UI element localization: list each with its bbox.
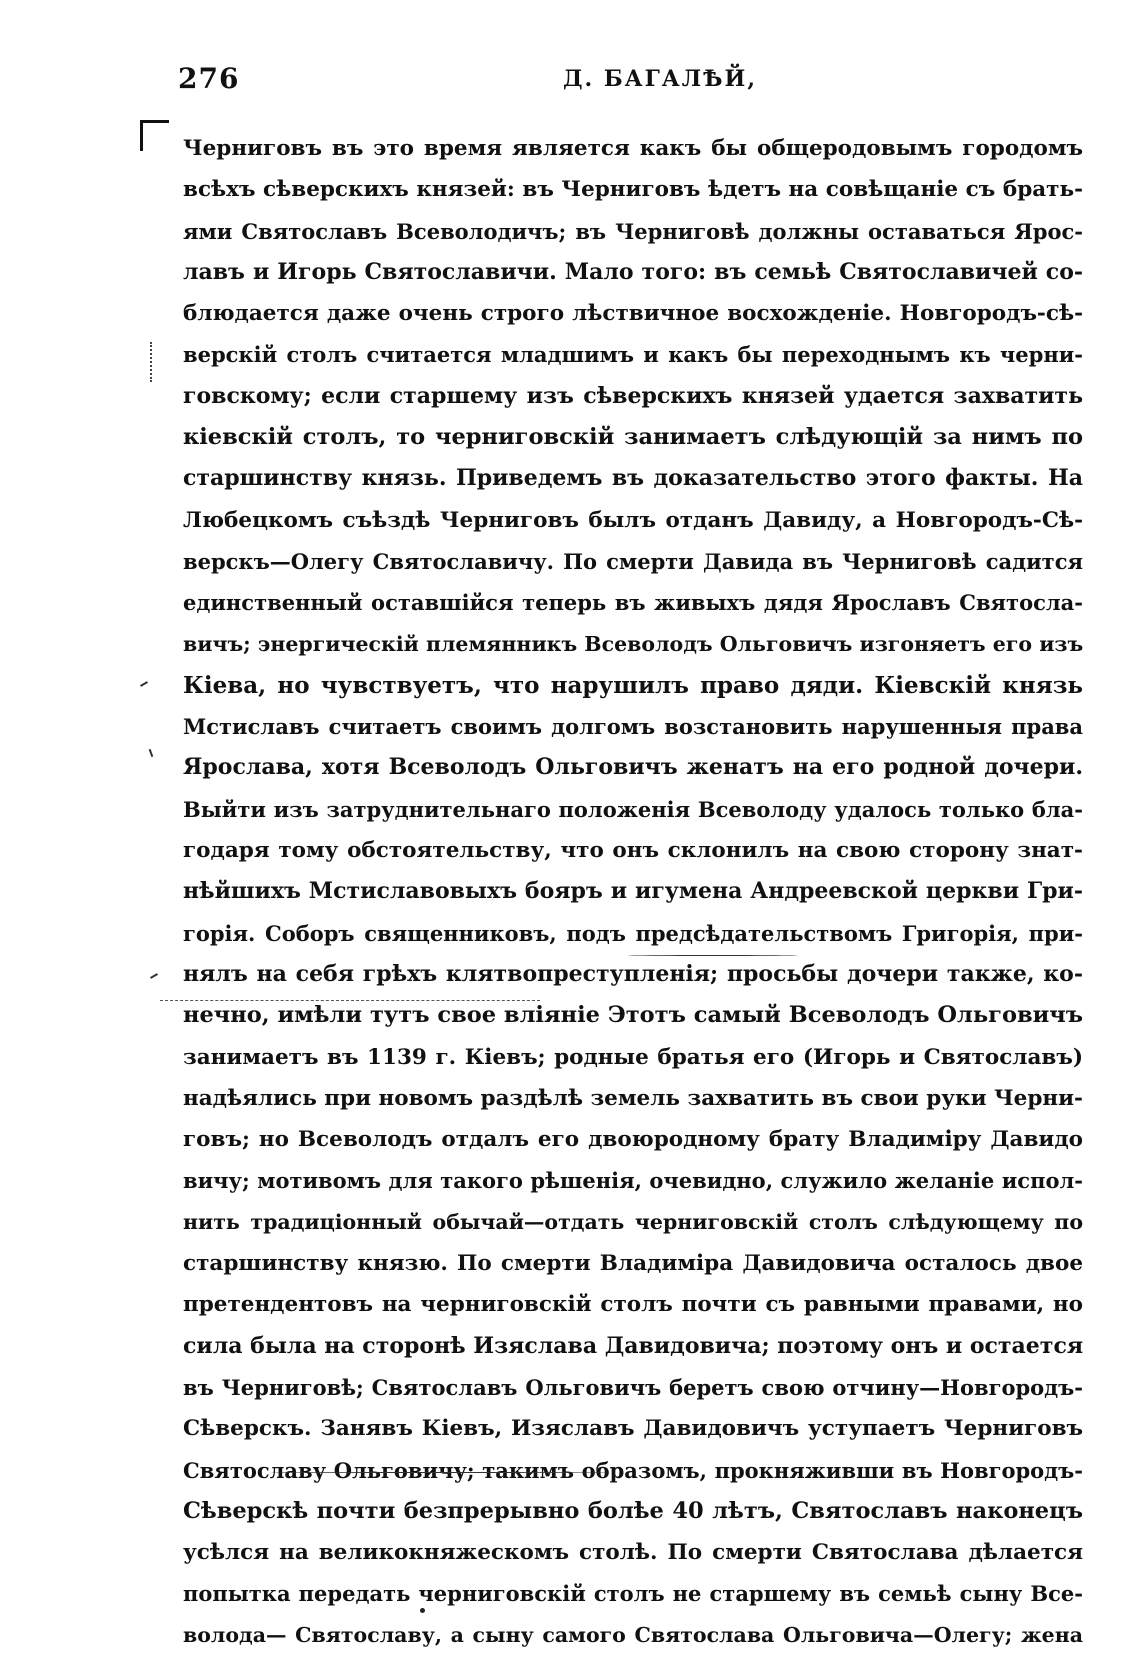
text-line: горія. Соборъ священниковъ, подъ предсѣдательствомъ Григорія, при- [183,920,1083,946]
text-line: нечно, имѣли тутъ свое вліяніе Этотъ самый Всеволодъ Ольговичъ [183,1002,1083,1029]
text-line: говскому; если старшему изъ сѣверскихъ князей удается захватить [183,382,1083,409]
running-head: Д. БАГАЛѢЙ, [563,66,757,92]
pencil-underline [628,955,798,956]
text-line: годаря тому обстоятельству, что онъ склонилъ на свою сторону знат- [183,838,1083,864]
pencil-margin-dots [150,342,154,382]
text-line: Кіева, но чувствуетъ, что нарушилъ право дяди. Кіевскій князь [183,671,1083,699]
pencil-underline [270,1472,610,1473]
text-line: верскій столъ считается младшимъ и какъ бы переходнымъ къ черни- [183,342,1083,368]
text-line: волода— Святославу, а сыну самого Святослава Ольговича—Олегу; жена [183,1622,1083,1647]
text-line: Черниговъ въ это время является какъ бы общеродовымъ городомъ [183,136,1083,161]
text-line: старшинству князю. По смерти Владиміра Давидовича осталось двое [183,1251,1083,1277]
text-line: говъ; но Всеволодъ отдалъ его двоюродному брату Владиміру Давидо [183,1127,1083,1153]
text-line: верскъ—Олегу Святославичу. По смерти Давида въ Черниговѣ садится [183,548,1083,574]
body-text [183,128,1083,1656]
page-header [178,62,1088,102]
page-number: 276 [178,62,240,95]
text-line: занимаетъ въ 1139 г. Кіевъ; родные братья его (Игорь и Святославъ) [183,1044,1083,1070]
text-line: Сѣверскъ. Занявъ Кіевъ, Изяславъ Давидовичъ уступаетъ Черниговъ [183,1416,1083,1442]
pencil-underline [160,1000,540,1001]
text-line: вичу; мотивомъ для такого рѣшенія, очевидно, служило желаніе испол- [183,1168,1083,1194]
pencil-margin-tick [150,973,158,979]
text-line: единственный оставшійся теперь въ живыхъ дядя Ярославъ Святосла- [183,590,1083,616]
text-line: сила была на сторонѣ Изяслава Давидовича; поэтому онъ и остается [183,1332,1083,1359]
text-line: Святославу Ольговичу; такимъ образомъ, прокняживши въ Новгородъ- [183,1457,1083,1483]
text-line: нѣйшихъ Мстиславовыхъ бояръ и игумена Андреевской церкви Гри- [183,878,1083,905]
text-line: блюдается даже очень строго лѣствичное восхожденіе. Новгородъ-сѣ- [183,301,1083,327]
text-line: претендентовъ на черниговскій столъ почти съ равными правами, но [183,1292,1083,1318]
text-line: кіевскій столъ, то черниговскій занимаетъ слѣдующій за нимъ по [183,424,1083,451]
text-line: Выйти изъ затруднительнаго положенія Всеволоду удалось только бла- [183,796,1083,822]
text-line: въ Черниговѣ; Святославъ Ольговичъ беретъ свою отчину—Новгородъ- [183,1374,1083,1400]
text-line: Сѣверскѣ почти безпрерывно болѣе 40 лѣтъ, Святославъ наконецъ [183,1497,1083,1524]
text-line: лавъ и Игорь Святославичи. Мало того: въ семьѣ Святославичей со- [183,258,1083,285]
text-line: усѣлся на великокняжескомъ столѣ. По смерти Святослава дѣлается [183,1540,1083,1566]
text-line: нить традиціонный обычай—отдать черниговскій столъ слѣдующему по [183,1209,1083,1234]
pencil-corner-mark [140,120,169,151]
pencil-margin-tick [149,749,154,757]
text-line: вичъ; энергическій племянникъ Всеволодъ Ольговичъ изгоняетъ его изъ [183,631,1083,656]
stray-mark [420,1608,425,1613]
text-line: всѣхъ сѣверскихъ князей: въ Черниговъ ѣдетъ на совѣщаніе съ брать- [183,177,1083,203]
text-line: ями Святославъ Всеволодичъ; въ Черниговѣ должны оставаться Ярос- [183,218,1083,244]
text-line: Любецкомъ съѣздѣ Черниговъ былъ отданъ Давиду, а Новгородъ-Сѣ- [183,507,1083,533]
text-line: Ярослава, хотя Всеволодъ Ольговичъ женатъ на его родной дочери. [183,754,1083,781]
pencil-margin-tick [140,681,148,687]
text-line: нялъ на себя грѣхъ клятвопреступленія; просьбы дочери также, ко- [183,960,1083,987]
text-line: старшинству князь. Приведемъ въ доказательство этого факты. На [183,465,1083,492]
text-line: надѣялись при новомъ раздѣлѣ земель захватить въ свои руки Черни- [183,1085,1083,1111]
text-line: Мстиславъ считаетъ своимъ долгомъ возстановить нарушенныя права [183,714,1083,740]
text-line: попытка передать черниговскій столъ не старшему въ семьѣ сыну Все- [183,1581,1083,1607]
